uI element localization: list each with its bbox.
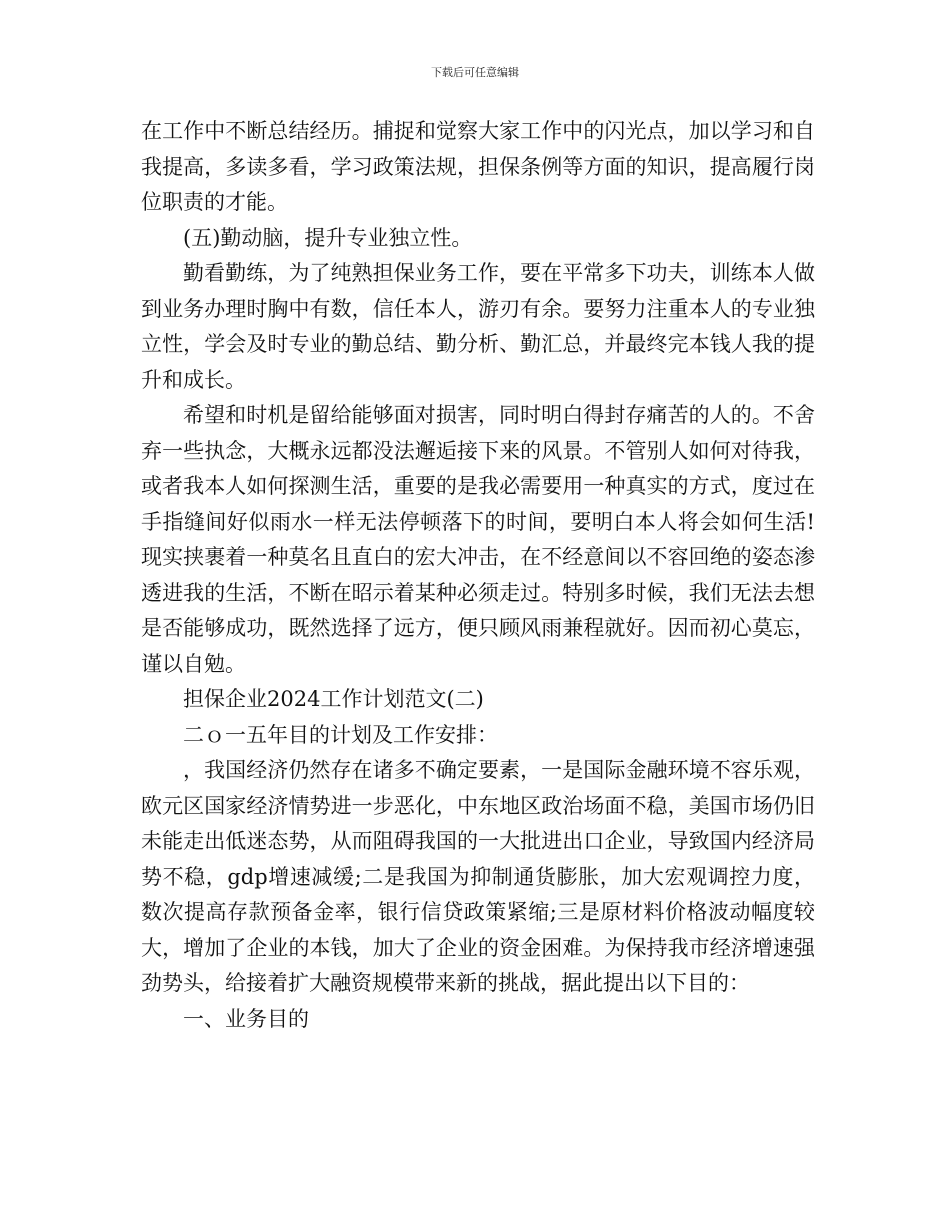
plan-heading: 二ｏ一五年目的计划及工作安排：: [183, 722, 498, 747]
paragraph-hope: 希望和时机是留给能够面对损害，同时明白得封存痛苦的人的。不舍弃一些执念，大概永远都没法邂逅接下来的风景。不管别人如何对待我，或者我本人如何探测生活，重要的是我必需要用一种真实的方式，度过在手指缝间好似雨水一样无法停顿落下的时间，要明白本人将会如何生活!现实挟裹着一种莫名且直白的宏大冲击，在不经意间以不容回绝的姿态渗透进我的生活，不断在昭示着某种必须走过。特别多时候，我们无法去想是否能够成功，既然选择了远方，便只顾风雨兼程就好。因而初心莫忘，谨以自勉。: [141, 403, 815, 676]
paragraph-economy: ，我国经济仍然存在诸多不确定要素，一是国际金融环境不容乐观，欧元区国家经济情势进一步恶化，中东地区政治场面不稳，美国市场仍旧未能走出低迷态势，从而阻碍我国的一大批进出口企业，导致国内经济局势不稳，gdp增速减缓;二是我国为抑制通货膨胀，加大宏观调控力度，数次提高存款预备金率，银行信贷政策紧缩;三是原材料价格波动幅度较大，增加了企业的本钱，加大了企业的资金困难。为保持我市经济增速强劲势头，给接着扩大融资规模带来新的挑战，据此提出以下目的：: [141, 758, 815, 995]
paragraph-practice: 勤看勤练，为了纯熟担保业务工作，要在平常多下功夫，训练本人做到业务办理时胸中有数，信任本人，游刃有余。要努力注重本人的专业独立性，学会及时专业的勤总结、勤分析、勤汇总，并最终完本钱人我的提升和成长。: [141, 261, 815, 392]
document-body: [141, 114, 815, 1037]
paragraph-summary-experience: 在工作中不断总结经历。捕捉和觉察大家工作中的闪光点，加以学习和自我提高，多读多看，学习政策法规，担保条例等方面的知识，提高履行岗位职责的才能。: [141, 119, 815, 214]
page-header-note: 下载后可任意编辑: [431, 66, 519, 79]
document-subtitle: 担保企业2024工作计划范文(二): [183, 687, 484, 711]
heading-section-five: (五)勤动脑，提升专业独立性。: [183, 225, 473, 250]
heading-business-goals: 一、业务目的: [183, 1006, 309, 1031]
